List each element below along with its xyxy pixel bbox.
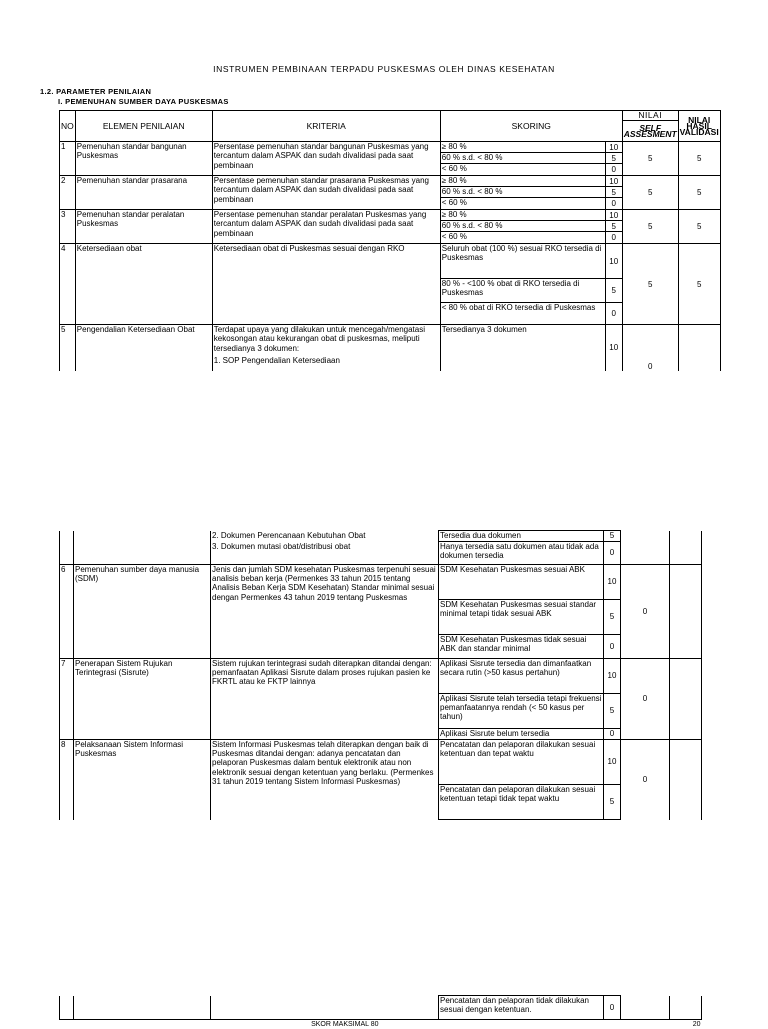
row-8-opt-3: Pencatatan dan pelaporan tidak dilakukan sesuai dengan ketentuan. xyxy=(439,996,604,1020)
row-5-opt-3: Hanya tersedia satu dokumen atau tidak ada dokumen tersedia xyxy=(439,542,604,565)
row-6-opt-3: SDM Kesehatan Puskesmas tidak sesuai ABK dan standar minimal xyxy=(439,635,604,659)
row-5-kriteria-item-2: 2. Dokumen Perencanaan Kebutuhan Obat xyxy=(211,531,439,542)
row-8-elemen: Pelaksanaan Sistem Informasi Puskesmas xyxy=(74,740,211,820)
row-3-self: 5 xyxy=(622,210,678,244)
row-5-kriteria-item-3: 3. Dokumen mutasi obat/distribusi obat xyxy=(211,542,439,565)
row-5-self: 0 xyxy=(622,325,678,371)
row-7-pt-3: 0 xyxy=(604,729,621,740)
row-8-opt-1: Pencatatan dan pelaporan dilakukan sesuai ketentuan dan tepat waktu xyxy=(439,740,604,785)
row-5-opt-1: Tersedianya 3 dokumen xyxy=(440,325,605,371)
row-1-validasi: 5 xyxy=(678,142,720,176)
row-2-validasi: 5 xyxy=(678,176,720,210)
row-5-pt-3: 0 xyxy=(604,542,621,565)
row-8-validasi-cont xyxy=(670,996,702,1020)
row-1-no: 1 xyxy=(60,142,76,176)
row-5-validasi-cont xyxy=(670,531,702,565)
row-2-opt-2: 60 % s.d. < 80 % xyxy=(440,187,605,198)
row-8-elemen-cont xyxy=(74,996,211,1020)
row-6-pt-3: 0 xyxy=(604,635,621,659)
row-4-no: 4 xyxy=(60,244,76,325)
row-3-pt-2: 5 xyxy=(605,221,622,232)
row-2-pt-3: 0 xyxy=(605,198,622,210)
header-nilai: NILAI xyxy=(622,111,678,121)
row-8-validasi xyxy=(670,740,702,820)
row-2-no: 2 xyxy=(60,176,76,210)
subsection-heading: I. PEMENUHAN SUMBER DAYA PUSKESMAS xyxy=(58,97,229,106)
row-8-no: 8 xyxy=(60,740,74,820)
row-4-validasi: 5 xyxy=(678,244,720,325)
row-2-opt-3: < 60 % xyxy=(440,198,605,210)
row-8-pt-3: 0 xyxy=(604,996,621,1020)
row-1-opt-3: < 60 % xyxy=(440,164,605,176)
row-7-validasi xyxy=(670,659,702,740)
row-8-self-cont xyxy=(621,996,670,1020)
row-4-elemen: Ketersediaan obat xyxy=(75,244,212,325)
row-5-kriteria-cell xyxy=(212,325,440,371)
row-5-pt-2: 5 xyxy=(604,531,621,542)
row-4-self: 5 xyxy=(622,244,678,325)
assessment-table-page-1 xyxy=(59,110,721,371)
row-8-opt-2: Pencatatan dan pelaporan dilakukan sesuai ketentuan tetapi tidak tepat waktu xyxy=(439,785,604,820)
row-8-self: 0 xyxy=(621,740,670,820)
row-3-validasi: 5 xyxy=(678,210,720,244)
row-7-pt-1: 10 xyxy=(604,659,621,694)
row-2-pt-2: 5 xyxy=(605,187,622,198)
row-4-pt-1: 10 xyxy=(605,244,622,279)
row-4-opt-2: 80 % - <100 % obat di RKO tersedia di Puskesmas xyxy=(440,279,605,303)
header-skoring: SKORING xyxy=(440,111,622,142)
row-6-pt-1: 10 xyxy=(604,565,621,600)
row-7-self: 0 xyxy=(621,659,670,740)
row-6-pt-2: 5 xyxy=(604,600,621,635)
row-2-kriteria: Persentase pemenuhan standar prasarana Puskesmas yang tercantum dalam ASPAK dan sudah divalidasi pada saat pembinaan xyxy=(212,176,440,210)
row-7-elemen: Penerapan Sistem Rujukan Terintegrasi (Sisrute) xyxy=(74,659,211,740)
row-7-opt-2: Aplikasi Sisrute telah tersedia tetapi frekuensi pemanfaatannya rendah (< 50 kasus per tahun) xyxy=(439,694,604,729)
header-self-assessment: SELF ASSESMENT xyxy=(622,121,678,142)
row-8-kriteria: Sistem Informasi Puskesmas telah diterapkan dengan baik di Puskesmas ditandai dengan: adanya pencatatan dan pelaporan Puskesmas dalam bentuk elektronik atau non elektronik sesuai dengan ketentuan yang berlaku. (Permenkes 31 tahun 2019 tentang Sistem Informasi Puskesmas) xyxy=(211,740,439,820)
row-5-self-cont xyxy=(621,531,670,565)
row-3-opt-2: 60 % s.d. < 80 % xyxy=(440,221,605,232)
row-8-pt-2: 5 xyxy=(604,785,621,820)
row-7-opt-3: Aplikasi Sisrute belum tersedia xyxy=(439,729,604,740)
section-heading: 1.2. PARAMETER PENILAIAN xyxy=(40,87,151,96)
row-1-pt-2: 5 xyxy=(605,153,622,164)
row-3-opt-3: < 60 % xyxy=(440,232,605,244)
row-3-opt-1: ≥ 80 % xyxy=(440,210,605,221)
row-6-opt-1: SDM Kesehatan Puskesmas sesuai ABK xyxy=(439,565,604,600)
row-4-kriteria: Ketersediaan obat di Puskesmas sesuai dengan RKO xyxy=(212,244,440,325)
row-1-elemen: Pemenuhan standar bangunan Puskesmas xyxy=(75,142,212,176)
row-5-pt-1: 10 xyxy=(605,325,622,371)
row-3-no: 3 xyxy=(60,210,76,244)
row-7-no: 7 xyxy=(60,659,74,740)
footer-label: SKOR MAKSIMAL 80 xyxy=(60,1020,439,1029)
row-1-kriteria: Persentase pemenuhan standar bangunan Puskesmas yang tercantum dalam ASPAK dan sudah divalidasi pada saat pembinaan xyxy=(212,142,440,176)
row-5-validasi xyxy=(678,325,720,371)
row-2-self: 5 xyxy=(622,176,678,210)
row-6-self: 0 xyxy=(621,565,670,659)
row-6-validasi xyxy=(670,565,702,659)
row-6-opt-2: SDM Kesehatan Puskesmas sesuai standar minimal tetapi tidak sesuai ABK xyxy=(439,600,604,635)
row-3-elemen: Pemenuhan standar peralatan Puskesmas xyxy=(75,210,212,244)
row-7-opt-1: Aplikasi Sisrute tersedia dan dimanfaatkan secara rutin (>50 kasus pertahun) xyxy=(439,659,604,694)
row-3-pt-3: 0 xyxy=(605,232,622,244)
row-4-pt-2: 5 xyxy=(605,279,622,303)
page-title: INSTRUMEN PEMBINAAN TERPADU PUSKESMAS OLEH DINAS KESEHATAN xyxy=(0,64,768,74)
row-8-pt-1: 10 xyxy=(604,740,621,785)
row-5-no-cont xyxy=(60,531,74,565)
header-kriteria: KRITERIA xyxy=(212,111,440,142)
row-3-kriteria: Persentase pemenuhan standar peralatan Puskesmas yang tercantum dalam ASPAK dan sudah divalidasi pada saat pembinaan xyxy=(212,210,440,244)
header-validasi: NILAI HASIL VALIDASI xyxy=(678,111,720,142)
row-2-elemen: Pemenuhan standar prasarana xyxy=(75,176,212,210)
row-6-elemen: Pemenuhan sumber daya manusia (SDM) xyxy=(74,565,211,659)
assessment-table-page-2 xyxy=(59,530,702,820)
row-8-no-cont xyxy=(60,996,74,1020)
row-5-no: 5 xyxy=(60,325,76,371)
row-5-opt-2: Tersedia dua dokumen xyxy=(439,531,604,542)
row-5-kriteria-item-1: 1. SOP Pengendalian Ketersediaan xyxy=(214,356,439,365)
row-1-opt-2: 60 % s.d. < 80 % xyxy=(440,153,605,164)
row-6-no: 6 xyxy=(60,565,74,659)
row-1-pt-1: 10 xyxy=(605,142,622,153)
footer-value: 20 xyxy=(670,1020,702,1029)
header-elemen: ELEMEN PENILAIAN xyxy=(75,111,212,142)
row-6-kriteria: Jenis dan jumlah SDM kesehatan Puskesmas terpenuhi sesuai analisis beban kerja (Permenkes 33 tahun 2015 tentang Analisis Beban Kerja SDM Kesehatan) Standar minimal sesuai dengan Permenkes 43 tahun 2019 tentang Puskesmas xyxy=(211,565,439,659)
header-no: NO xyxy=(60,111,76,142)
row-3-pt-1: 10 xyxy=(605,210,622,221)
row-5-kriteria: Terdapat upaya yang dilakukan untuk mencegah/mengatasi kekosongan atau kekurangan obat di puskesmas, meliputi tersedianya 3 dokumen: xyxy=(214,325,439,353)
row-7-pt-2: 5 xyxy=(604,694,621,729)
row-4-pt-3: 0 xyxy=(605,303,622,325)
row-4-opt-3: < 80 % obat di RKO tersedia di Puskesmas xyxy=(440,303,605,325)
row-2-opt-1: ≥ 80 % xyxy=(440,176,605,187)
row-8-kriteria-cont xyxy=(211,996,439,1020)
row-1-pt-3: 0 xyxy=(605,164,622,176)
row-7-kriteria: Sistem rujukan terintegrasi sudah diterapkan ditandai dengan: pemanfaatan Aplikasi Sisrute dalam proses rujukan pasien ke FKRTL atau ke FKTP lainnya xyxy=(211,659,439,740)
row-5-elemen: Pengendalian Ketersediaan Obat xyxy=(75,325,212,371)
row-5-elemen-cont xyxy=(74,531,211,565)
row-1-opt-1: ≥ 80 % xyxy=(440,142,605,153)
row-2-pt-1: 10 xyxy=(605,176,622,187)
row-4-opt-1: Seluruh obat (100 %) sesuai RKO tersedia di Puskesmas xyxy=(440,244,605,279)
row-1-self: 5 xyxy=(622,142,678,176)
